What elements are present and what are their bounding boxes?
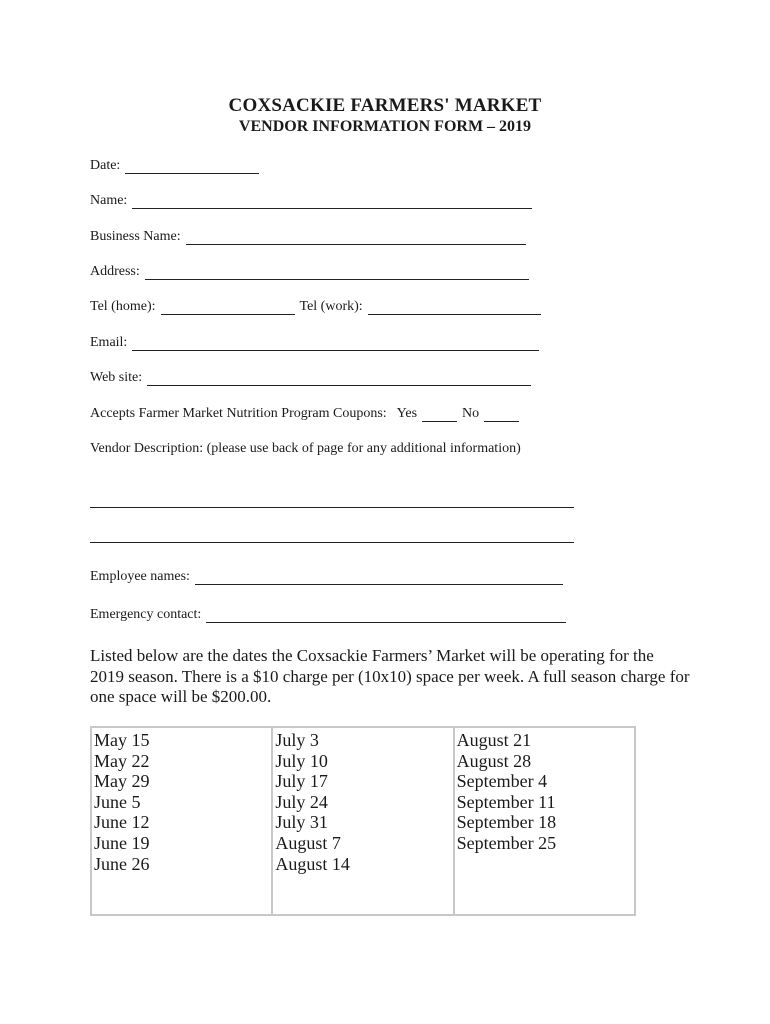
emergency-contact-field[interactable] [206, 608, 566, 623]
email-field[interactable] [132, 336, 539, 351]
tel-home-field[interactable] [161, 300, 295, 315]
tel-row [90, 297, 541, 315]
form-title: COXSACKIE FARMERS' MARKET [228, 95, 542, 116]
coupons-row [90, 404, 519, 422]
name-row [90, 191, 532, 209]
date-field[interactable] [125, 159, 259, 174]
web-site-row [90, 368, 531, 386]
date-item: May 22 [94, 750, 150, 771]
date-item: September 25 [456, 832, 557, 853]
address-row [90, 262, 529, 280]
date-item: July 31 [275, 812, 328, 833]
employee-names-label: Employee names: [90, 569, 190, 584]
coupons-yes-field[interactable] [422, 407, 457, 422]
coupons-yes-label: Yes [396, 406, 418, 421]
dates-column-1 [91, 727, 272, 915]
name-field[interactable] [132, 194, 532, 209]
business-name-field[interactable] [186, 230, 526, 245]
dates-table [90, 726, 636, 916]
vendor-description-label: Vendor Description: (please use back of page for any additional information) [90, 441, 521, 456]
date-item: June 26 [94, 853, 150, 874]
info-paragraph: Listed below are the dates the Coxsackie Farmers’ Market will be operating for the 2019 season. There is a $10 charge per (10x10) space per week. A full season charge for one space will be $200.00. [90, 646, 690, 706]
date-item: June 5 [94, 791, 141, 812]
vendor-description-row [90, 439, 521, 457]
date-item: August 7 [275, 832, 341, 853]
date-item: July 10 [275, 750, 328, 771]
coupons-no-field[interactable] [484, 407, 519, 422]
name-label: Name: [90, 193, 128, 208]
address-field[interactable] [145, 265, 529, 280]
date-item: July 24 [275, 791, 328, 812]
dates-column-2 [272, 727, 453, 915]
tel-work-field[interactable] [368, 300, 541, 315]
employee-names-field[interactable] [195, 570, 563, 585]
emergency-contact-label: Emergency contact: [90, 607, 202, 622]
date-label: Date: [90, 158, 121, 173]
business-name-row [90, 227, 526, 245]
business-name-label: Business Name: [90, 229, 181, 244]
date-item: August 14 [275, 853, 350, 874]
date-row [90, 156, 259, 174]
date-item: May 15 [94, 730, 150, 750]
email-row [90, 333, 539, 351]
email-label: Email: [90, 335, 128, 350]
employee-names-row [90, 567, 563, 585]
date-item: August 21 [456, 730, 532, 750]
date-item: July 3 [275, 730, 319, 750]
date-item: August 28 [456, 750, 532, 771]
dates-column-3 [454, 727, 635, 915]
date-item: September 4 [456, 771, 548, 792]
web-site-label: Web site: [90, 370, 143, 385]
address-label: Address: [90, 264, 140, 279]
date-item: June 19 [94, 832, 150, 853]
tel-work-label: Tel (work): [299, 299, 363, 314]
vendor-description-line-1[interactable] [90, 507, 574, 508]
date-item: July 17 [275, 771, 328, 792]
emergency-contact-row [90, 605, 566, 623]
date-item: September 11 [456, 791, 556, 812]
coupons-label: Accepts Farmer Market Nutrition Program Coupons: [90, 406, 387, 421]
date-item: September 18 [456, 812, 557, 833]
date-item: June 12 [94, 812, 150, 833]
coupons-no-label: No [462, 406, 480, 421]
web-site-field[interactable] [147, 371, 531, 386]
date-item: May 29 [94, 771, 150, 792]
form-subtitle: VENDOR INFORMATION FORM – 2019 [238, 118, 532, 135]
vendor-description-line-2[interactable] [90, 542, 574, 543]
tel-home-label: Tel (home): [90, 299, 156, 314]
